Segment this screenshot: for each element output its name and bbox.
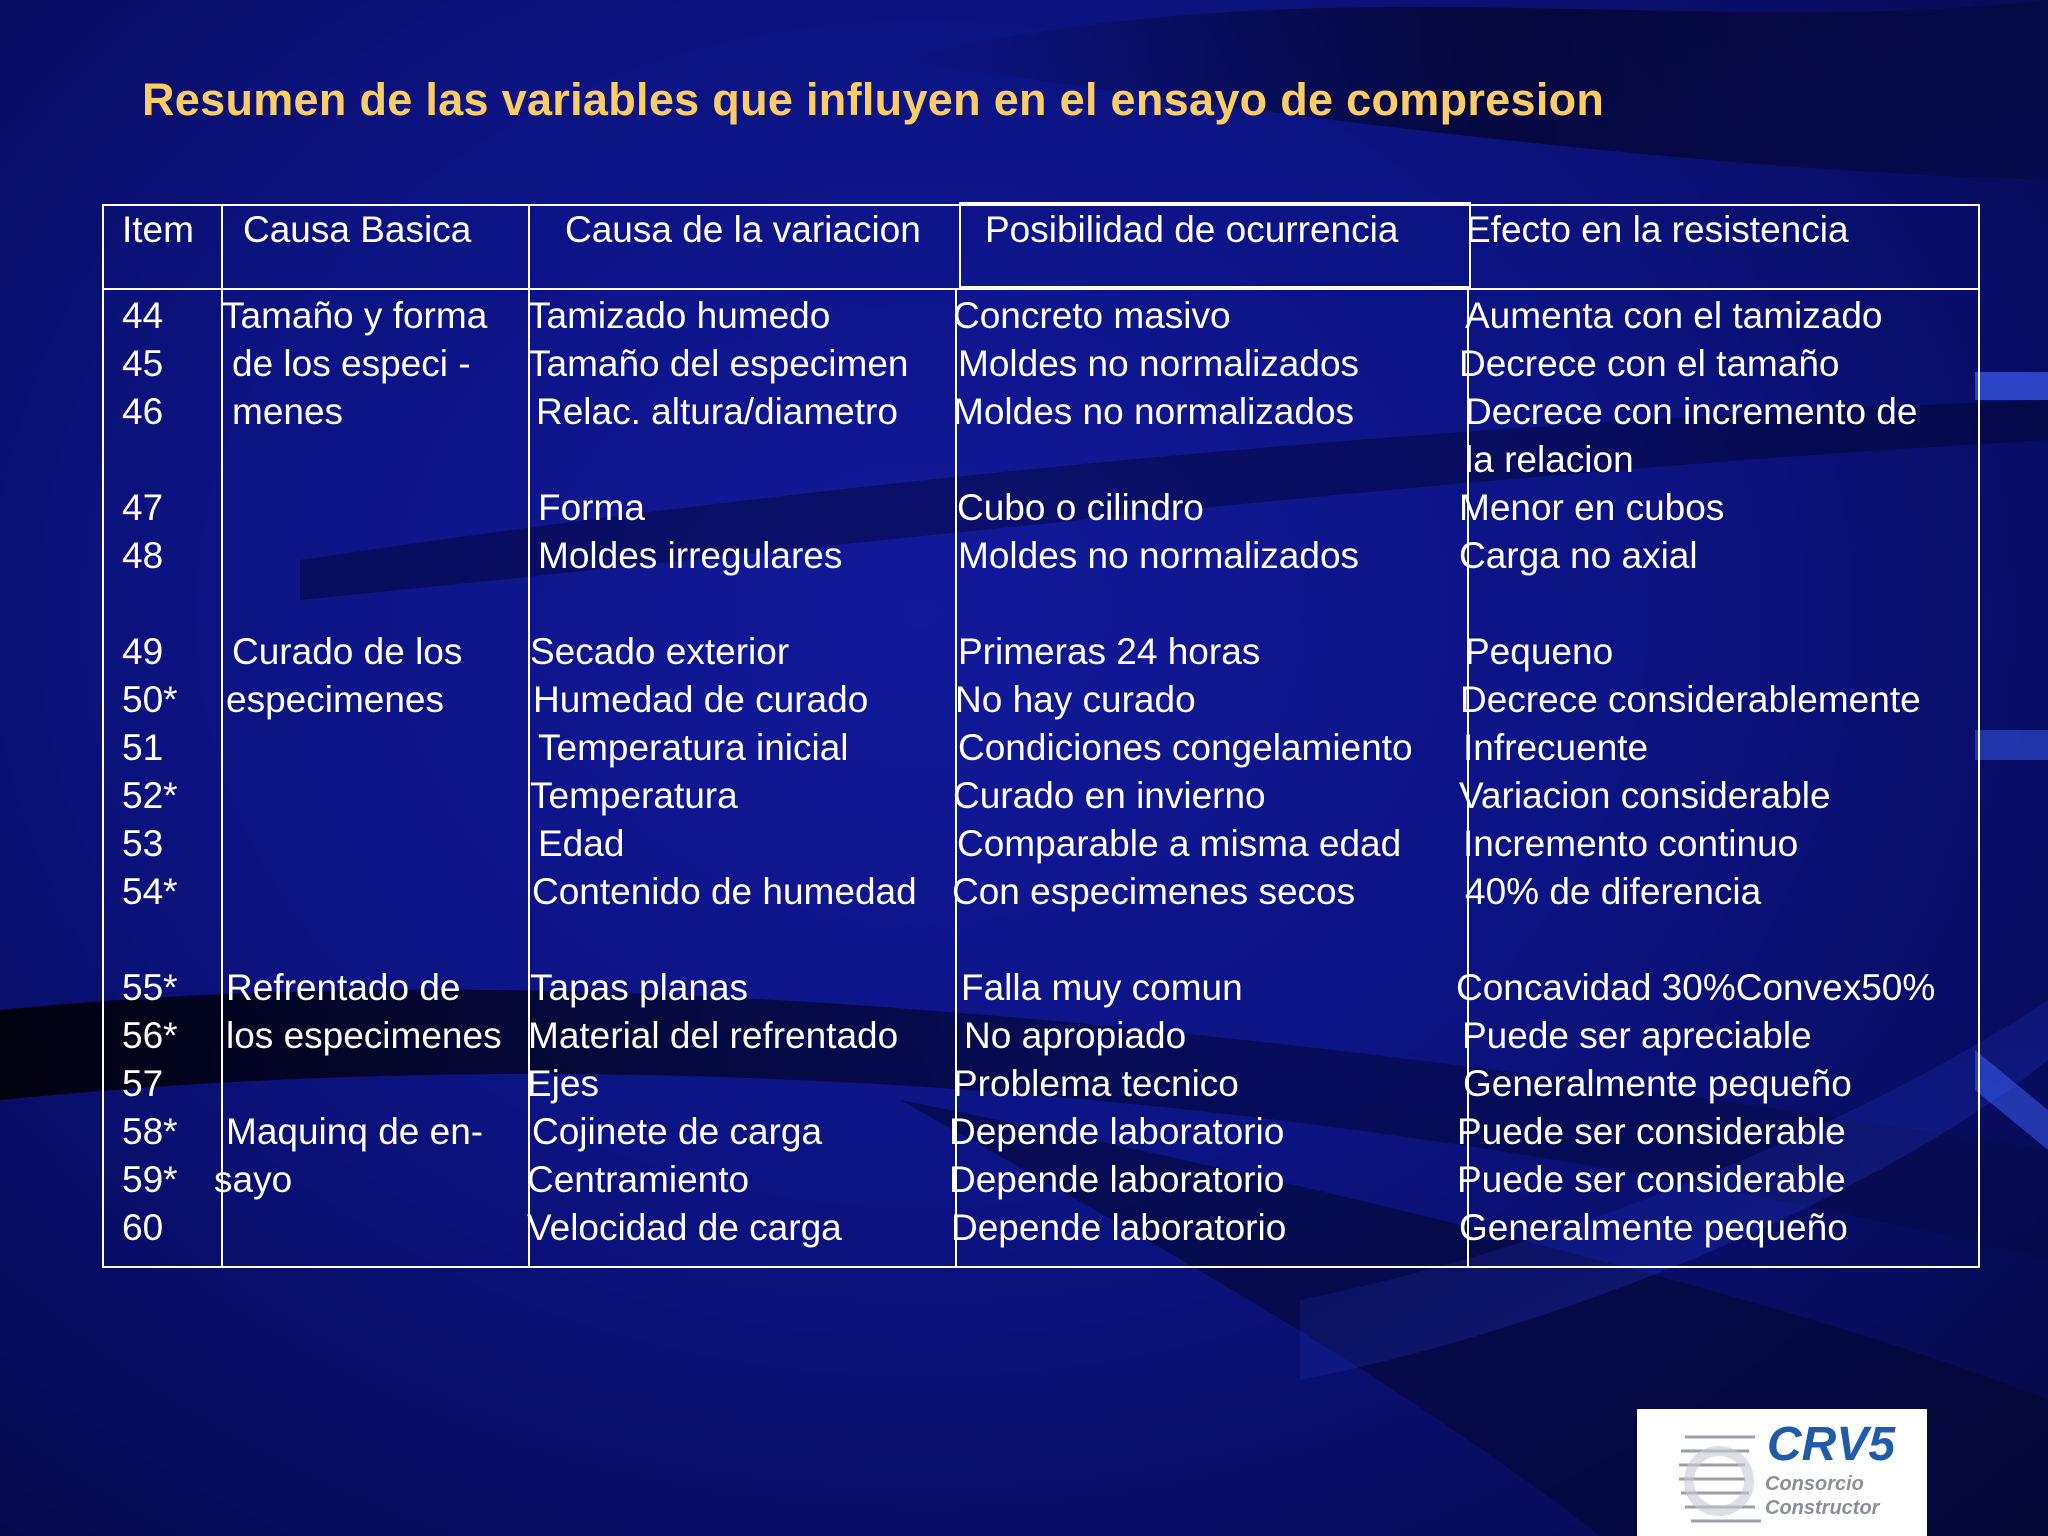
cell-item: 48 [122, 535, 164, 576]
cell-causa-basica: menes [232, 391, 344, 432]
cell-item: 56* [122, 1015, 178, 1056]
cell-item: 47 [122, 487, 164, 528]
cell-item: 54* [122, 871, 178, 912]
cell-efecto: Generalmente pequeño [1463, 1063, 1852, 1104]
cell-causa-variacion: Forma [538, 487, 645, 528]
cell-posibilidad: Primeras 24 horas [958, 631, 1261, 672]
table-border-right [1978, 204, 1980, 1268]
cell-posibilidad: Concreto masivo [953, 295, 1231, 336]
header-box [959, 202, 961, 288]
cell-efecto: Infrecuente [1463, 727, 1649, 768]
cell-causa-variacion: Secado exterior [530, 631, 790, 672]
company-logo [1637, 1409, 1927, 1536]
cell-causa-basica: Tamaño y forma [222, 295, 488, 336]
header-efecto: Efecto en la resistencia [1466, 209, 1849, 250]
cell-causa-variacion: Material del refrentado [528, 1015, 899, 1056]
table-border-bottom [102, 1266, 1980, 1268]
header-item: Item [122, 209, 194, 250]
cell-efecto: Menor en cubos [1459, 487, 1725, 528]
cell-posibilidad: Con especimenes secos [952, 871, 1356, 912]
cell-efecto: Generalmente pequeño [1459, 1207, 1848, 1248]
cell-causa-variacion: Temperatura inicial [538, 727, 849, 768]
cell-posibilidad: Depende laboratorio [951, 1207, 1287, 1248]
cell-causa-basica: especimenes [226, 679, 445, 720]
cell-efecto: Puede ser considerable [1457, 1159, 1846, 1200]
cell-posibilidad: Condiciones congelamiento [958, 727, 1413, 768]
cell-efecto: Puede ser apreciable [1462, 1015, 1812, 1056]
cell-posibilidad: Curado en invierno [953, 775, 1266, 816]
header-box [959, 286, 1471, 288]
cell-item: 60 [122, 1207, 164, 1248]
column-divider [221, 204, 223, 1268]
cell-item: 55* [122, 967, 178, 1008]
cell-efecto: Concavidad 30%Convex50% [1456, 967, 1936, 1008]
cell-efecto: la relacion [1465, 439, 1634, 480]
cell-causa-variacion: Velocidad de carga [527, 1207, 842, 1248]
cell-causa-variacion: Tamaño del especimen [528, 343, 909, 384]
cell-item: 44 [122, 295, 164, 336]
cell-efecto: Carga no axial [1459, 535, 1698, 576]
cell-causa-variacion: Tapas planas [530, 967, 749, 1008]
cell-posibilidad: Problema tecnico [953, 1063, 1239, 1104]
header-posibilidad: Posibilidad de ocurrencia [985, 209, 1399, 250]
cell-posibilidad: Falla muy comun [961, 967, 1243, 1008]
cell-causa-variacion: Cojinete de carga [532, 1111, 823, 1152]
cell-item: 51 [122, 727, 164, 768]
cell-efecto: Puede ser considerable [1457, 1111, 1846, 1152]
cell-posibilidad: No apropiado [964, 1015, 1187, 1056]
cell-posibilidad: Moldes no normalizados [953, 391, 1355, 432]
cell-posibilidad: No hay curado [955, 679, 1196, 720]
cell-posibilidad: Moldes no normalizados [958, 343, 1360, 384]
cell-causa-basica: Refrentado de [226, 967, 461, 1008]
cell-efecto: Decrece considerablemente [1460, 679, 1921, 720]
cell-efecto: Decrece con incremento de [1465, 391, 1918, 432]
cell-posibilidad: Comparable a misma edad [957, 823, 1402, 864]
cell-efecto: Variacion considerable [1459, 775, 1831, 816]
logo-name: CRV5 [1767, 1418, 1896, 1471]
cell-efecto: Incremento continuo [1463, 823, 1799, 864]
cell-causa-basica: Maquinq de en- [226, 1111, 484, 1152]
logo-mark-icon [1675, 1429, 1775, 1529]
logo-line1: Consorcio [1765, 1473, 1864, 1495]
cell-posibilidad: Depende laboratorio [949, 1111, 1285, 1152]
table-header-divider [102, 288, 1980, 290]
cell-causa-variacion: Ejes [527, 1063, 599, 1104]
cell-item: 46 [122, 391, 164, 432]
cell-item: 59* [122, 1159, 178, 1200]
cell-causa-basica: los especimenes [226, 1015, 502, 1056]
cell-causa-variacion: Relac. altura/diametro [536, 391, 898, 432]
cell-posibilidad: Depende laboratorio [949, 1159, 1285, 1200]
header-causa-basica: Causa Basica [243, 209, 472, 250]
cell-item: 50* [122, 679, 178, 720]
cell-causa-variacion: Humedad de curado [533, 679, 869, 720]
logo-line2: Constructor [1765, 1497, 1880, 1519]
cell-causa-basica: Curado de los [232, 631, 463, 672]
header-box [959, 202, 1471, 204]
cell-efecto: Aumenta con el tamizado [1465, 295, 1883, 336]
cell-efecto: 40% de diferencia [1465, 871, 1762, 912]
cell-efecto: Decrece con el tamaño [1459, 343, 1840, 384]
cell-item: 53 [122, 823, 164, 864]
cell-efecto: Pequeno [1465, 631, 1614, 672]
cell-item: 49 [122, 631, 164, 672]
cell-causa-variacion: Moldes irregulares [538, 535, 843, 576]
cell-causa-basica: sayo [214, 1159, 293, 1200]
cell-item: 58* [122, 1111, 178, 1152]
cell-causa-variacion: Centramiento [527, 1159, 750, 1200]
table-border-left [102, 204, 104, 1268]
cell-causa-variacion: Edad [538, 823, 625, 864]
cell-item: 45 [122, 343, 164, 384]
slide-title: Resumen de las variables que influyen en el ensayo de compresion [142, 74, 1605, 125]
cell-item: 52* [122, 775, 178, 816]
cell-causa-variacion: Temperatura [530, 775, 738, 816]
cell-posibilidad: Moldes no normalizados [958, 535, 1360, 576]
cell-posibilidad: Cubo o cilindro [957, 487, 1204, 528]
header-causa-variacion: Causa de la variacion [565, 209, 921, 250]
cell-item: 57 [122, 1063, 164, 1104]
cell-causa-basica: de los especi - [232, 343, 471, 384]
cell-causa-variacion: Tamizado humedo [528, 295, 831, 336]
cell-causa-variacion: Contenido de humedad [532, 871, 917, 912]
